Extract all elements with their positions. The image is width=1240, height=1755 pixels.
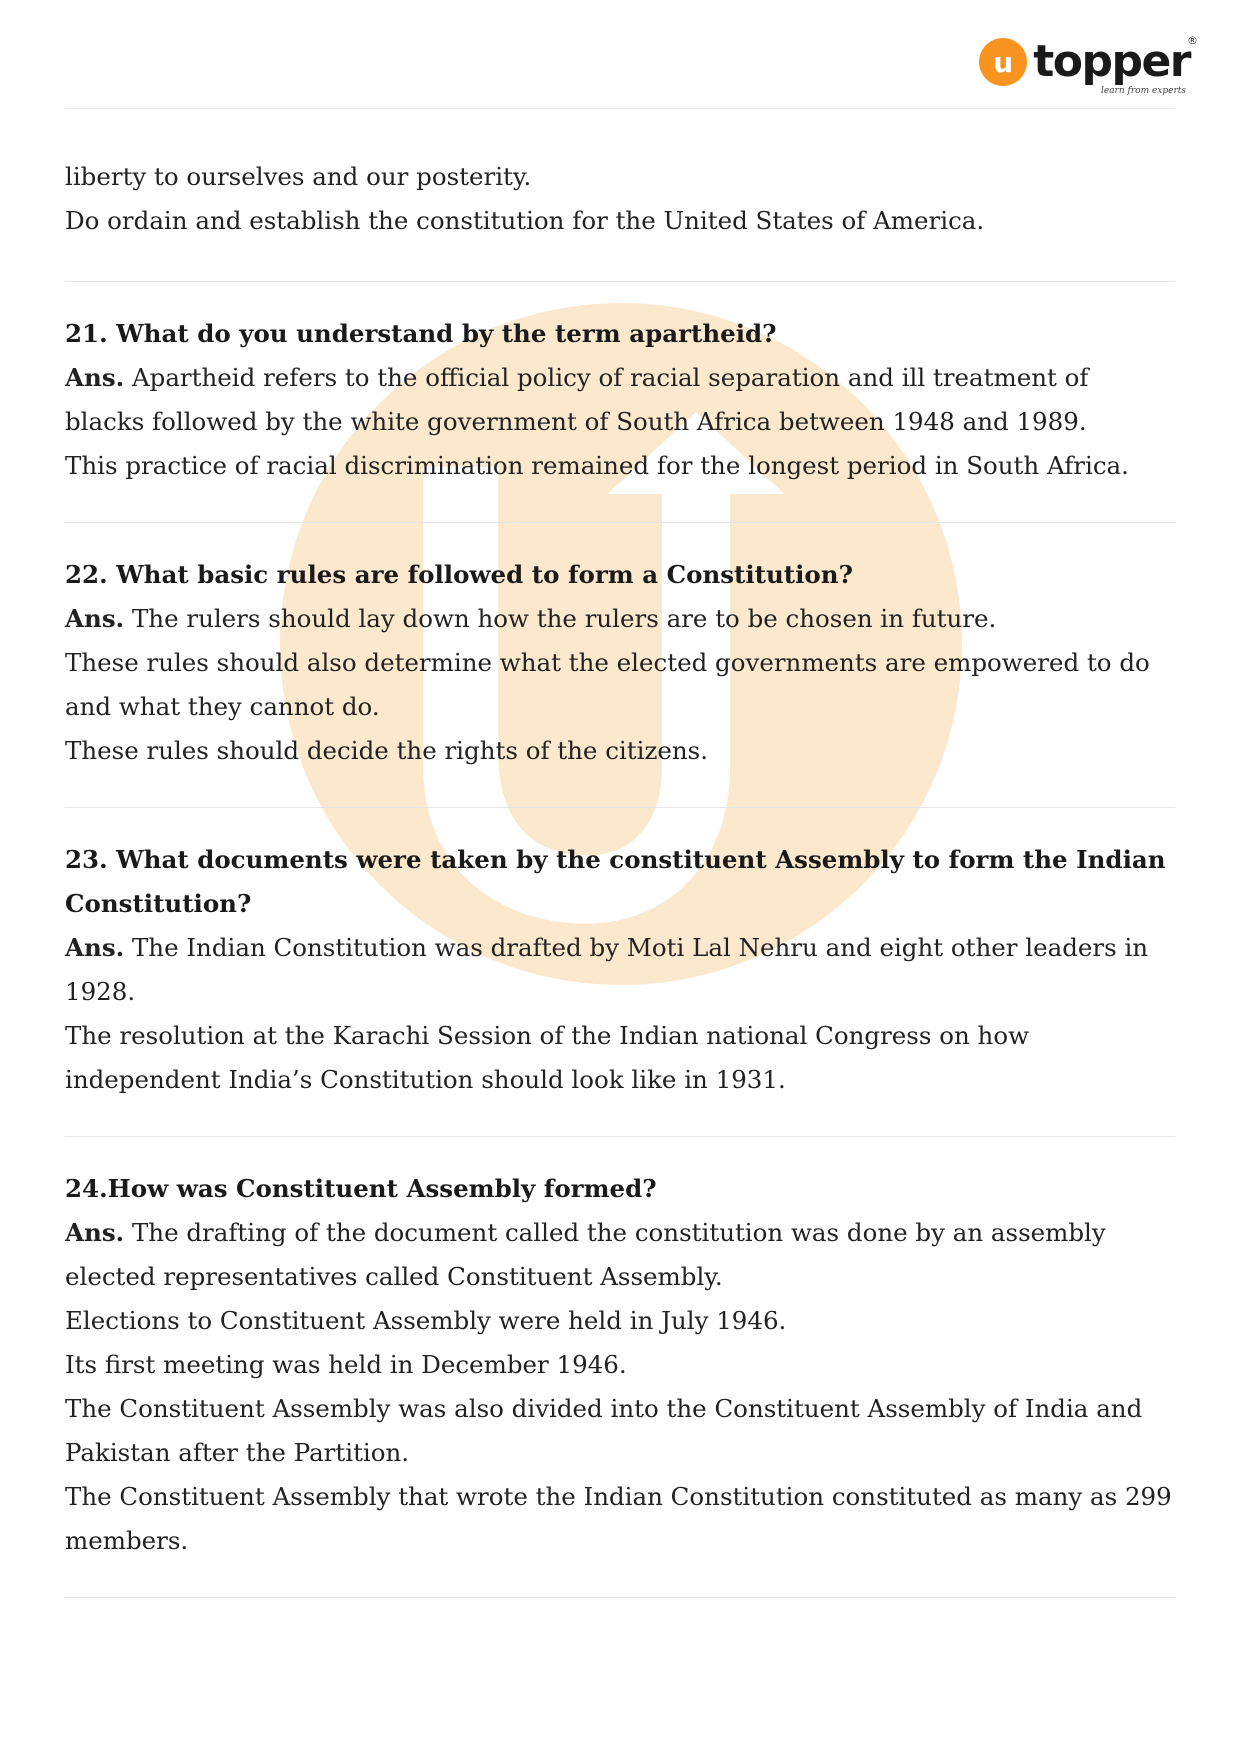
question-23: 23. What documents were taken by the constituent Assembly to form the Indian Constitution?: [65, 845, 1166, 918]
answer-line: The resolution at the Karachi Session of the Indian national Congress on how independent India’s Constitution should look like in 1931.: [65, 1021, 1030, 1094]
answer-line: These rules should decide the rights of the citizens.: [65, 736, 708, 765]
answer-line: The drafting of the document called the constitution was done by an assembly elected representatives called Constituent Assembly.: [65, 1218, 1106, 1291]
question-22: 22. What basic rules are followed to form a Constitution?: [65, 560, 853, 589]
logo-brand-text: topper: [1033, 36, 1190, 87]
section-divider: [65, 281, 1175, 282]
page-header: [0, 0, 1240, 110]
ans-label: Ans.: [65, 604, 125, 633]
answer-line: Apartheid refers to the official policy of racial separation and ill treatment of blacks followed by the white government of South Africa between 1948 and 1989.: [65, 363, 1089, 436]
ans-label: Ans.: [65, 1218, 125, 1247]
qa-block-24: [65, 1167, 1175, 1563]
question-24: 24.How was Constituent Assembly formed?: [65, 1174, 657, 1203]
qa-block-22: [65, 553, 1175, 773]
answer-line: Its first meeting was held in December 1946.: [65, 1350, 627, 1379]
question-21: 21. What do you understand by the term apartheid?: [65, 319, 777, 348]
intro-text: [65, 155, 1175, 243]
topper-logo-icon: [979, 38, 1027, 86]
answer-line: This practice of racial discrimination remained for the longest period in South Africa.: [65, 451, 1129, 480]
logo-tagline: learn from experts: [1100, 86, 1186, 96]
answer-24: [65, 1211, 1175, 1563]
section-divider: [65, 807, 1175, 808]
intro-line: Do ordain and establish the constitution for the United States of America.: [65, 206, 985, 235]
qa-block-21: [65, 312, 1175, 488]
answer-21: [65, 356, 1175, 488]
document-content: [65, 155, 1175, 1628]
intro-line: liberty to ourselves and our posterity.: [65, 162, 532, 191]
ans-label: Ans.: [65, 933, 125, 962]
answer-line: The rulers should lay down how the rulers are to be chosen in future.: [131, 604, 997, 633]
answer-line: Elections to Constituent Assembly were held in July 1946.: [65, 1306, 787, 1335]
answer-line: The Constituent Assembly was also divided into the Constituent Assembly of India and Pakistan after the Partition.: [65, 1394, 1143, 1467]
qa-block-23: [65, 838, 1175, 1102]
section-divider: [65, 522, 1175, 523]
section-divider: [65, 1597, 1175, 1598]
registered-mark: ®: [1187, 34, 1198, 47]
section-divider: [65, 1136, 1175, 1137]
answer-23: [65, 926, 1175, 1102]
answer-line: The Constituent Assembly that wrote the Indian Constitution constituted as many as 299 members.: [65, 1482, 1172, 1555]
answer-22: [65, 597, 1175, 773]
answer-line: The Indian Constitution was drafted by Moti Lal Nehru and eight other leaders in 1928.: [65, 933, 1149, 1006]
answer-line: These rules should also determine what the elected governments are empowered to do and what they cannot do.: [65, 648, 1150, 721]
logo-mark-letter: u: [993, 45, 1014, 79]
ans-label: Ans.: [65, 363, 125, 392]
header-divider: [65, 108, 1175, 109]
topper-logo[interactable]: [979, 34, 1198, 96]
